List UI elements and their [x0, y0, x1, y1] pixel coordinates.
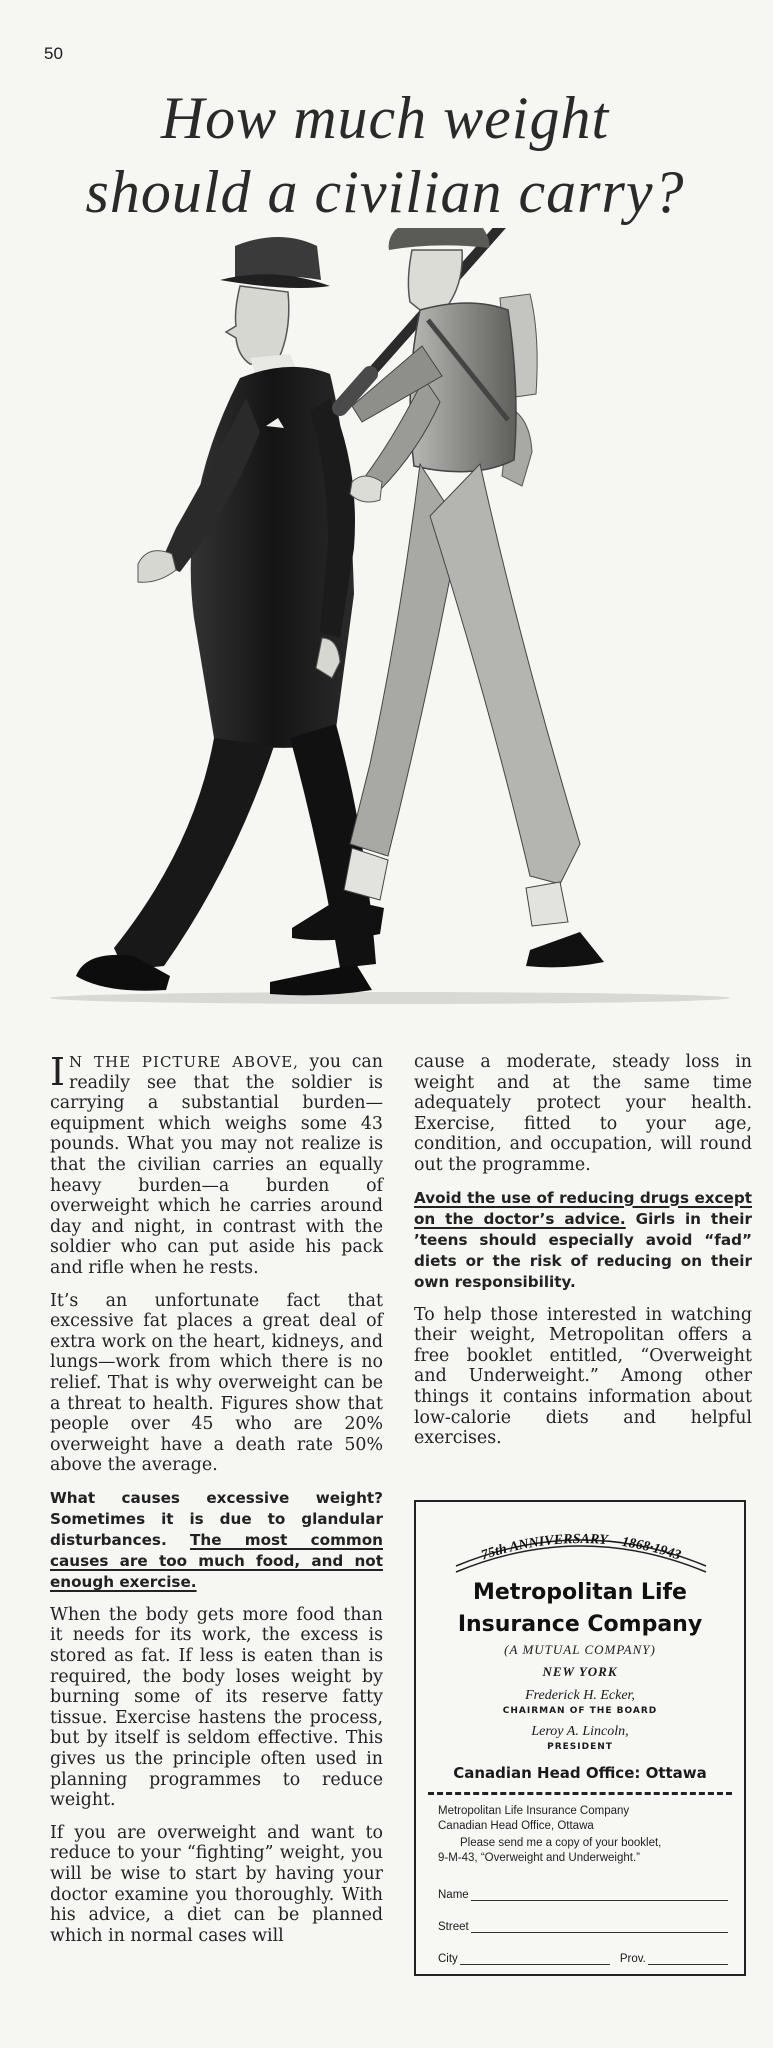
company-city: NEW YORK [542, 1664, 618, 1679]
headline-line-1: How much weight [160, 85, 610, 151]
coupon-box [414, 1500, 746, 1976]
president-name: Leroy A. Lincoln, [531, 1724, 629, 1739]
civilian-figure [76, 237, 376, 995]
anniversary-banner [446, 1516, 716, 1576]
name-field-line[interactable] [471, 1888, 728, 1901]
intro-text: you can readily see that the soldier is carrying a substantial burden—equipment which weighs some 43 pounds. What you may not realize is that the civilian carries an equally heavy burden—a burden of overweight which he carries around day and night, in contrast with the soldier who can put aside his pack and rifle when he rests. [50, 1052, 383, 1278]
president-title: PRESIDENT [547, 1742, 613, 1752]
headline-line-2: should a civilian carry? [85, 159, 685, 225]
callout-drugs-plain: Girls in their ’teens should especially avoid “fad” diets or the risk of reducing on their own responsibility. [414, 1209, 752, 1291]
coupon-cut-line [428, 1792, 732, 1795]
left-text-column [50, 1052, 383, 1958]
paragraph-reduce: If you are overweight and want to reduce to your “fighting” weight, you will be wise to start by having your doctor examine you thoroughly. With his advice, a diet can be planned which in normal cases will [50, 1822, 383, 1946]
callout-causes [50, 1488, 383, 1593]
chairman-name: Frederick H. Ecker, [525, 1688, 635, 1703]
prov-field-label: Prov. [619, 1953, 646, 1965]
paragraph-booklet: To help those interested in watching their weight, Metropolitan offers a free booklet entitled, “Overweight and Underweight.” Among other things it contains information about low-calorie diets and helpful exercises. [414, 1304, 752, 1449]
paragraph-body-food: When the body gets more food than it needs for its work, the excess is stored as fat. If less is eaten than is required, the body loses weight by burning some of its reserve fatty tissue. Exercise hastens the process, but by itself is seldom effective. This gives us the principle often used in planning programmes to reduce weight. [50, 1604, 383, 1811]
chairman-title: CHAIRMAN OF THE BOARD [502, 1706, 658, 1716]
street-field[interactable] [438, 1920, 728, 1933]
company-name-line-1: Metropolitan Life [473, 1580, 687, 1605]
svg-text:75th ANNIVERSARY—1868·1943 [479, 1532, 682, 1564]
drop-cap: I [50, 1050, 66, 1094]
page-number: 50 [44, 44, 63, 63]
request-line-2: 9-M-43, “Overweight and Underweight.” [438, 1852, 640, 1864]
intro-paragraph [50, 1052, 383, 1279]
anniversary-text: 75th ANNIVERSARY—1868·1943 [479, 1531, 683, 1564]
intro-lead: N THE PICTURE ABOVE, [69, 1053, 299, 1071]
paragraph-excess-fat: It’s an unfortunate fact that excessive fat places a great deal of extra work on the heart, kidneys, and lungs—work from which there is no relief. That is why overweight can be a threat to health. Figures show that people over 45 who are 20% overweight have a death rate 50% above the average. [50, 1290, 383, 1476]
request-line-1: Please send me a copy of your booklet, [460, 1837, 662, 1849]
callout-causes-plain: What causes excessive weight? Sometimes it is due to glandular disturbances. [50, 1488, 383, 1549]
street-field-label: Street [438, 1921, 469, 1933]
name-field[interactable] [438, 1888, 728, 1901]
head-office-label: Canadian Head Office: Ottawa [453, 1764, 707, 1782]
paragraph-continued: cause a moderate, steady loss in weight and at the same time adequately protect your health. Exercise, fitted to your age, condition, and occupation, will round out the programme. [414, 1052, 752, 1175]
name-field-label: Name [438, 1889, 469, 1901]
city-prov-field[interactable] [438, 1952, 728, 1965]
callout-drugs [414, 1188, 752, 1293]
callout-causes-underlined: The most common causes are too much food, and not enough exercise. [50, 1530, 383, 1591]
right-text-column [414, 1052, 752, 1461]
mutual-company-label: (A MUTUAL COMPANY) [504, 1642, 656, 1657]
mail-address-line-1: Metropolitan Life Insurance Company [438, 1805, 630, 1817]
street-field-line[interactable] [471, 1920, 728, 1933]
city-field-label: City [438, 1953, 458, 1965]
callout-drugs-underlined: Avoid the use of reducing drugs except on the doctor’s advice. [414, 1188, 752, 1228]
company-name-line-2: Insurance Company [457, 1612, 703, 1637]
city-field-line[interactable] [460, 1952, 610, 1965]
civilian-and-soldier-illustration [40, 228, 740, 1028]
prov-field-line[interactable] [648, 1952, 728, 1965]
mail-address-line-2: Canadian Head Office, Ottawa [438, 1820, 594, 1832]
